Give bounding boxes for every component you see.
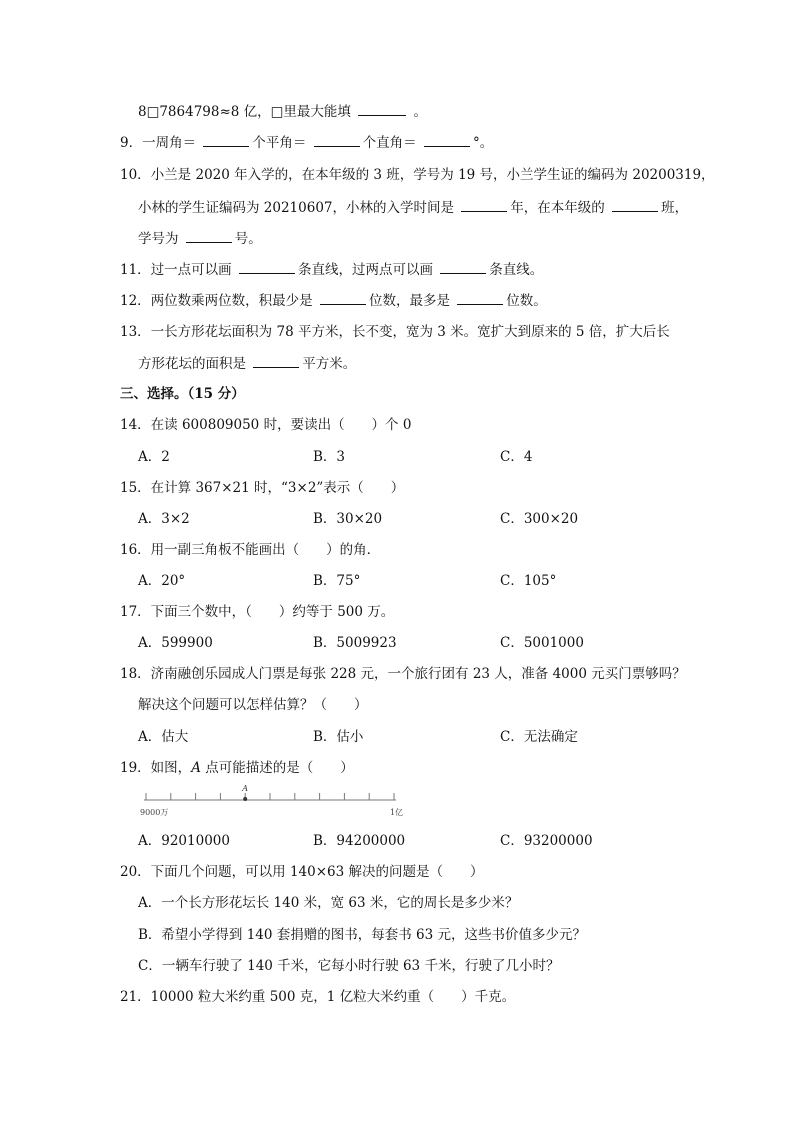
q8-line (138, 102, 427, 121)
q14-option-b[interactable]: B．3 (313, 449, 346, 465)
q14-option-c[interactable]: C．4 (500, 449, 533, 465)
q10-number: 10． (120, 167, 151, 183)
q18-stem-1: 18．济南融创乐园成人门票是每张 228 元，一个旅行团有 23 人，准备 4000 元买门票够吗？ (120, 666, 686, 682)
q14-stem: 14．在读 600809050 时，要读出（ ）个 0 (120, 417, 412, 433)
q13-line-2: 方形花坛的面积是 平方米。 (138, 356, 357, 372)
q8-answer-blank[interactable] (358, 102, 406, 116)
q11-blank-1[interactable] (239, 260, 295, 274)
q9-blank-1[interactable] (203, 133, 249, 147)
q8-end: 。 (413, 104, 428, 120)
q20-stem: 20．下面几个问题，可以用 140×63 解决的问题是（ ） (120, 864, 484, 880)
q9-number: 9． (120, 135, 143, 151)
q18-stem-2: 解决这个问题可以怎样估算？（ ） (138, 697, 368, 713)
q16-option-a[interactable]: A．20° (138, 573, 186, 589)
q12-line: 12．两位数乘两位数，积最少是 位数，最多是 位数。 (120, 293, 547, 309)
q19-option-c[interactable]: C．93200000 (500, 833, 593, 849)
q11-line: 11．过一点可以画 条直线，过两点可以画 条直线。 (120, 262, 544, 278)
q17-option-c[interactable]: C．5001000 (500, 635, 584, 651)
q10-line-3: 学号为 号。 (138, 231, 262, 247)
q19-point-var: A (191, 760, 201, 776)
q13-line-1: 13．一长方形花坛面积为 78 平方米，长不变，宽为 3 米。宽扩大到原来的 5 倍，扩大后长 (120, 324, 670, 340)
q18-option-c[interactable]: C．无法确定 (500, 729, 578, 745)
q19-option-a[interactable]: A．92010000 (138, 833, 230, 849)
q17-stem: 17．下面三个数中，（ ）约等于 500 万。 (120, 604, 395, 620)
q15-stem: 15．在计算 367×21 时，“3×2”表示（ ） (120, 480, 405, 496)
q20-option-a[interactable]: A．一个长方形花坛长 140 米，宽 63 米，它的周长是多少米？ (138, 895, 519, 911)
q10-line-2: 小林的学生证编码为 20210607，小林的入学时间是 年，在本年级的 班， (138, 200, 689, 216)
q12-blank-1[interactable] (320, 291, 366, 305)
q15-option-a[interactable]: A．3×2 (138, 511, 190, 527)
q17-option-b[interactable]: B．5009923 (313, 635, 397, 651)
number-line-point-label: A (242, 784, 249, 793)
q10-class-blank[interactable] (612, 198, 658, 212)
q12-blank-2[interactable] (457, 291, 503, 305)
number-line-ticks (146, 793, 394, 800)
q21-stem: 21．10000 粒大米约重 500 克，1 亿粒大米约重（ ）千克。 (120, 989, 516, 1005)
q12-number: 12． (120, 293, 151, 309)
q11-number: 11． (120, 262, 151, 278)
q15-option-c[interactable]: C．300×20 (500, 511, 579, 527)
q8-text: 8□7864798≈8 亿，□里最大能填 (138, 104, 351, 120)
q19-stem: 19．如图，A 点可能描述的是（ ） (120, 760, 354, 776)
q10-year-blank[interactable] (461, 198, 507, 212)
number-line-right-label: 1亿 (390, 808, 404, 817)
q16-option-b[interactable]: B．75° (313, 573, 361, 589)
q9-blank-2[interactable] (314, 133, 360, 147)
section-3-heading: 三、选择。（15 分） (120, 386, 245, 402)
q9-blank-3[interactable] (424, 133, 470, 147)
q14-option-a[interactable]: A．2 (138, 449, 170, 465)
q9-line: 9．一周角＝ 个平角＝ 个直角＝ °。 (120, 135, 494, 151)
q16-option-c[interactable]: C．105° (500, 573, 557, 589)
q10-number-blank[interactable] (186, 229, 232, 243)
q19-option-b[interactable]: B．94200000 (313, 833, 406, 849)
q13-area-blank[interactable] (253, 354, 299, 368)
q13-number: 13． (120, 324, 151, 340)
q20-option-c[interactable]: C．一辆车行驶了 140 千米，它每小时行驶 63 千米，行驶了几小时？ (138, 958, 560, 974)
q18-option-a[interactable]: A．估大 (138, 729, 189, 745)
q17-option-a[interactable]: A．599900 (138, 635, 213, 651)
number-line-figure (138, 784, 408, 824)
q11-blank-2[interactable] (440, 260, 486, 274)
q15-option-b[interactable]: B．30×20 (313, 511, 383, 527)
q18-option-b[interactable]: B．估小 (313, 729, 364, 745)
q10-line-1: 10．小兰是 2020 年入学的，在本年级的 3 班，学号为 19 号，小兰学生证的编码为 20200319， (120, 167, 715, 183)
q20-option-b[interactable]: B．希望小学得到 140 套捐赠的图书，每套书 63 元，这些书价值多少元？ (138, 927, 587, 943)
q16-stem: 16．用一副三角板不能画出（ ）的角． (120, 542, 381, 558)
number-line-point-a (243, 797, 247, 801)
number-line-left-label: 9000万 (140, 808, 169, 817)
